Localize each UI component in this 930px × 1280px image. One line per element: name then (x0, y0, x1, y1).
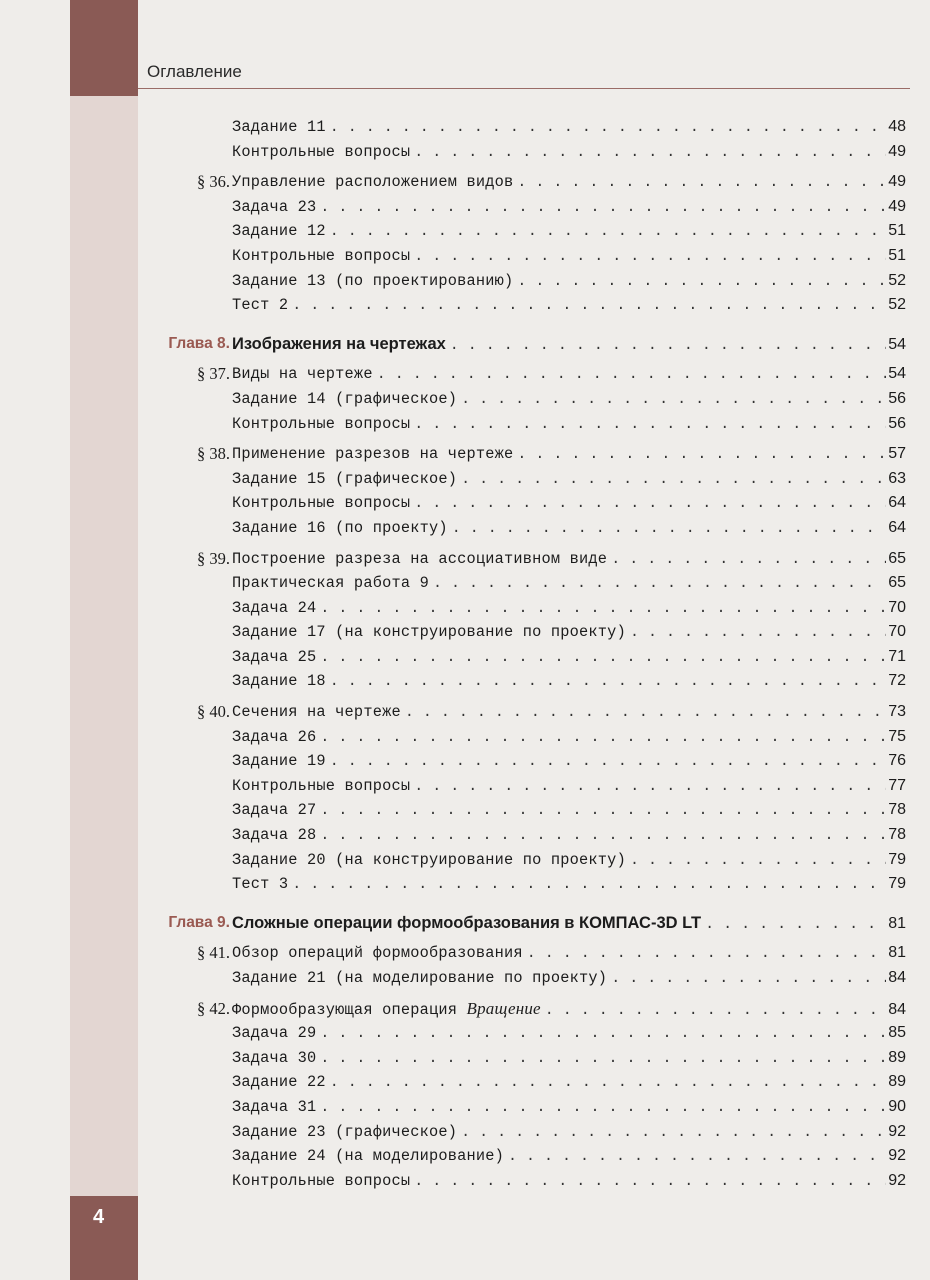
dot-leader (450, 334, 886, 359)
dot-leader (320, 726, 886, 751)
toc-entry (232, 571, 906, 597)
dot-leader (330, 116, 886, 141)
entry-title-text: Контрольные вопросы (232, 494, 411, 513)
toc-entry (232, 749, 906, 775)
entry-title-text: Задание 23 (графическое) (232, 1122, 458, 1141)
toc-entry (232, 823, 906, 849)
toc-row (0, 244, 930, 269)
toc-entry (232, 1021, 906, 1047)
entry-title (232, 467, 457, 492)
entry-title (232, 669, 326, 694)
entry-page-number: 54 (888, 335, 906, 353)
entry-page-number: 79 (888, 850, 906, 868)
entry-title (232, 293, 288, 318)
toc-entry (232, 997, 906, 1024)
dot-leader (461, 388, 886, 413)
dot-leader (414, 245, 886, 270)
dot-leader (377, 363, 887, 388)
toc-section-row (0, 997, 930, 1022)
entry-title (232, 645, 316, 670)
entry-title (232, 219, 326, 244)
toc-entry (232, 516, 906, 542)
dot-leader (545, 999, 886, 1024)
toc-entry (232, 911, 906, 938)
dot-leader (414, 1170, 886, 1195)
section-number: § 36. (197, 172, 230, 192)
entry-title-text: Применение разрезов на чертеже (232, 445, 514, 464)
dot-leader (320, 1047, 886, 1072)
dot-leader (320, 646, 886, 671)
entry-title-text: Задание 24 (на моделирование) (232, 1147, 505, 1166)
toc-row (0, 1144, 930, 1169)
dot-leader (508, 1145, 886, 1170)
entry-title (232, 872, 288, 897)
entry-title (232, 1169, 410, 1194)
toc-entry (232, 620, 906, 646)
entry-title-text: Задача 26 (232, 727, 317, 746)
entry-page-number: 92 (888, 1147, 906, 1165)
chapter-number: Глава 8. (168, 334, 230, 352)
dot-leader (611, 548, 886, 573)
toc-chapter-row (0, 911, 930, 936)
toc-row (0, 1021, 930, 1046)
entry-title-text: Формообразующая операция (232, 1000, 458, 1019)
entry-page-number: 57 (888, 445, 906, 463)
entry-page-number: 49 (888, 197, 906, 215)
entry-page-number: 54 (888, 365, 906, 383)
entry-title (232, 1046, 316, 1071)
entry-title-text: Сечения на чертеже (232, 703, 401, 722)
dot-leader (611, 967, 886, 992)
dot-leader (320, 1096, 886, 1121)
entry-title-text: Задание 15 (графическое) (232, 469, 458, 488)
toc-entry (232, 669, 906, 695)
dot-leader (330, 1071, 886, 1096)
toc-entry (232, 140, 906, 166)
entry-page-number: 52 (888, 296, 906, 314)
entry-title (232, 1095, 316, 1120)
toc-row (0, 219, 930, 244)
dot-leader (292, 873, 886, 898)
entry-title-text: Задание 17 (на конструирование по проекту) (232, 623, 626, 642)
entry-page-number: 65 (888, 549, 906, 567)
entry-title-text: Сложные операции формообразования в КОМПАС-3D LT (232, 913, 702, 932)
entry-title-text: Задача 25 (232, 647, 317, 666)
section-number: § 40. (197, 702, 230, 722)
toc-entry (232, 941, 906, 967)
entry-title-text: Задача 29 (232, 1024, 317, 1043)
entry-title-text: Задание 12 (232, 222, 326, 241)
entry-title (232, 387, 457, 412)
entry-title-text: Задача 28 (232, 826, 317, 845)
entry-page-number: 49 (888, 173, 906, 191)
toc-entry (232, 115, 906, 141)
entry-page-number: 73 (888, 703, 906, 721)
toc-row (0, 412, 930, 437)
entry-title-text: Контрольные вопросы (232, 1171, 411, 1190)
toc-section-row (0, 700, 930, 725)
toc-entry (232, 244, 906, 270)
entry-title (232, 620, 626, 645)
dot-leader (320, 196, 886, 221)
entry-page-number: 92 (888, 1122, 906, 1140)
entry-page-number: 56 (888, 414, 906, 432)
toc-row (0, 749, 930, 774)
entry-page-number: 84 (888, 1000, 906, 1018)
entry-title (232, 170, 513, 195)
dot-leader (330, 220, 886, 245)
entry-title-text: Задание 16 (по проекту) (232, 518, 448, 537)
page-number: 4 (93, 1206, 105, 1228)
entry-title (232, 195, 316, 220)
toc-row (0, 645, 930, 670)
toc-entry (232, 700, 906, 726)
dot-leader (414, 775, 886, 800)
dot-leader (705, 913, 886, 938)
toc-entry (232, 195, 906, 221)
dot-leader (320, 824, 886, 849)
dot-leader (330, 670, 886, 695)
entry-title (232, 1120, 457, 1145)
entry-title-text: Тест 3 (232, 875, 289, 894)
entry-title (232, 516, 448, 541)
toc-entry (232, 1144, 906, 1170)
page-header-title: Оглавление (147, 62, 242, 81)
section-number: § 38. (197, 444, 230, 464)
toc-entry (232, 725, 906, 751)
entry-title (232, 442, 513, 467)
section-number: § 42. (197, 998, 230, 1018)
toc-row (0, 966, 930, 991)
entry-title (232, 1070, 326, 1095)
toc-row (0, 293, 930, 318)
toc-entry (232, 848, 906, 874)
dot-leader (452, 517, 886, 542)
entry-page-number: 78 (888, 801, 906, 819)
entry-page-number: 70 (888, 623, 906, 641)
entry-title (232, 596, 316, 621)
entry-title-text: Задание 11 (232, 118, 326, 136)
toc-entry (232, 467, 906, 493)
entry-page-number: 76 (888, 752, 906, 770)
dot-leader (405, 701, 886, 726)
toc-row (0, 872, 930, 897)
toc-row (0, 195, 930, 220)
entry-title-text: Задание 22 (232, 1073, 326, 1092)
entry-title-text: Задание 13 (по проектированию) (232, 271, 514, 290)
entry-title-text: Задача 24 (232, 598, 317, 617)
toc-row (0, 140, 930, 165)
toc-section-row (0, 170, 930, 195)
entry-page-number: 65 (888, 574, 906, 592)
toc-row (0, 387, 930, 412)
toc-entry (232, 219, 906, 245)
dot-leader (320, 1022, 886, 1047)
entry-title-text: Задание 19 (232, 752, 326, 771)
dot-leader (320, 799, 886, 824)
entry-title-text: Задача 31 (232, 1097, 317, 1116)
entry-title (232, 571, 429, 596)
entry-title-text: Задание 14 (графическое) (232, 389, 458, 408)
chapter-number: Глава 9. (168, 913, 230, 931)
entry-title (232, 823, 316, 848)
toc-entry (232, 1095, 906, 1121)
entry-title-text: Задача 23 (232, 197, 317, 216)
toc-row (0, 1120, 930, 1145)
toc-entry (232, 387, 906, 413)
entry-page-number: 75 (888, 727, 906, 745)
toc-entry (232, 1120, 906, 1146)
entry-title (232, 1021, 316, 1046)
entry-title-text: Задача 27 (232, 801, 317, 820)
header-accent-band (70, 0, 138, 96)
entry-page-number: 81 (888, 944, 906, 962)
dot-leader (461, 1121, 886, 1146)
entry-title-text: Виды на чертеже (232, 365, 373, 384)
entry-title (232, 941, 523, 966)
entry-title (232, 140, 410, 165)
toc-section-row (0, 362, 930, 387)
entry-page-number: 77 (888, 776, 906, 794)
dot-leader (517, 270, 886, 295)
entry-title (232, 798, 316, 823)
entry-title-text: Контрольные вопросы (232, 414, 411, 433)
toc-row (0, 269, 930, 294)
toc-row (0, 725, 930, 750)
dot-leader (292, 294, 886, 319)
entry-page-number: 79 (888, 875, 906, 893)
toc-row (0, 848, 930, 873)
header-divider (138, 88, 910, 89)
entry-page-number: 64 (888, 518, 906, 536)
entry-title-text: Тест 2 (232, 296, 289, 315)
entry-title-text: Задание 20 (на конструирование по проекту) (232, 850, 626, 869)
toc-row (0, 115, 930, 140)
toc-entry (232, 412, 906, 438)
toc-entry (232, 170, 906, 196)
entry-page-number: 84 (888, 969, 906, 986)
entry-title (232, 491, 410, 516)
entry-page-number: 52 (888, 271, 906, 289)
entry-title-text: Построение разреза на ассоциативном виде (232, 549, 608, 568)
toc-chapter-row (0, 332, 930, 357)
toc-row (0, 467, 930, 492)
toc-row (0, 798, 930, 823)
entry-title-text: Изображения на чертежах (232, 334, 446, 353)
entry-title (232, 269, 513, 294)
entry-title-text: Задача 30 (232, 1048, 317, 1067)
toc-section-row (0, 442, 930, 467)
entry-page-number: 51 (888, 222, 906, 240)
toc-entry (232, 1070, 906, 1096)
toc-row (0, 516, 930, 541)
entry-title (232, 700, 401, 725)
section-number: § 41. (197, 943, 230, 963)
dot-leader (630, 621, 886, 646)
dot-leader (630, 849, 886, 874)
entry-title (232, 911, 701, 936)
toc-row (0, 823, 930, 848)
toc-row (0, 1046, 930, 1071)
entry-page-number: 78 (888, 826, 906, 844)
entry-title (232, 332, 446, 357)
toc-entry (232, 1046, 906, 1072)
dot-leader (433, 572, 886, 597)
entry-title (232, 412, 410, 437)
entry-page-number: 92 (888, 1171, 906, 1189)
dot-leader (461, 468, 886, 493)
entry-title (232, 244, 410, 269)
entry-title (232, 725, 316, 750)
entry-title (232, 966, 607, 991)
dot-leader (414, 492, 886, 517)
dot-leader (320, 597, 886, 622)
toc-row (0, 620, 930, 645)
toc-entry (232, 966, 906, 992)
dot-leader (527, 942, 886, 967)
entry-title-text: Практическая работа 9 (232, 574, 429, 593)
toc-entry (232, 442, 906, 468)
toc-entry (232, 547, 906, 573)
entry-page-number: 90 (888, 1097, 906, 1115)
entry-title-text: Управление расположением видов (232, 173, 514, 192)
entry-title (232, 115, 326, 140)
entry-title-emphasis: Вращение (466, 998, 541, 1018)
toc-row (0, 1095, 930, 1120)
toc-entry (232, 1169, 906, 1195)
toc-entry (232, 645, 906, 671)
entry-title-text: Контрольные вопросы (232, 246, 411, 265)
toc-entry (232, 872, 906, 898)
dot-leader (414, 141, 886, 166)
toc-entry (232, 269, 906, 295)
entry-title (232, 547, 607, 572)
entry-page-number: 72 (888, 672, 906, 690)
entry-title (232, 997, 541, 1023)
toc-row (0, 1070, 930, 1095)
table-of-contents (0, 115, 930, 1193)
entry-page-number: 63 (888, 469, 906, 487)
section-number: § 37. (197, 364, 230, 384)
toc-entry (232, 798, 906, 824)
dot-leader (414, 413, 886, 438)
toc-entry (232, 491, 906, 517)
entry-title (232, 749, 326, 774)
entry-page-number: 89 (888, 1048, 906, 1066)
entry-page-number: 89 (888, 1073, 906, 1091)
entry-page-number: 71 (888, 647, 906, 665)
section-number: § 39. (197, 548, 230, 568)
toc-entry (232, 293, 906, 319)
toc-section-row (0, 941, 930, 966)
toc-entry (232, 362, 906, 388)
toc-entry (232, 774, 906, 800)
toc-entry (232, 596, 906, 622)
dot-leader (517, 171, 886, 196)
dot-leader (517, 443, 886, 468)
entry-title (232, 1144, 504, 1169)
entry-page-number: 70 (888, 598, 906, 616)
entry-page-number: 64 (888, 494, 906, 512)
toc-row (0, 1169, 930, 1194)
entry-title (232, 774, 410, 799)
toc-row (0, 596, 930, 621)
entry-page-number: 51 (888, 246, 906, 264)
entry-title-text: Контрольные вопросы (232, 142, 411, 161)
entry-page-number: 49 (888, 142, 906, 160)
entry-title-text: Задание 18 (232, 672, 326, 691)
entry-title-text: Контрольные вопросы (232, 776, 411, 795)
entry-title-text: Задание 21 (на моделирование по проекту) (232, 969, 608, 987)
toc-row (0, 491, 930, 516)
entry-title (232, 362, 373, 387)
entry-page-number: 85 (888, 1024, 906, 1042)
entry-title (232, 848, 626, 873)
toc-row (0, 669, 930, 694)
entry-page-number: 56 (888, 389, 906, 407)
entry-page-number: 48 (888, 118, 906, 135)
toc-section-row (0, 547, 930, 572)
dot-leader (330, 750, 886, 775)
entry-title-text: Обзор операций формообразования (232, 944, 523, 963)
toc-entry (232, 332, 906, 359)
toc-row (0, 774, 930, 799)
toc-row (0, 571, 930, 596)
entry-page-number: 81 (888, 914, 906, 932)
